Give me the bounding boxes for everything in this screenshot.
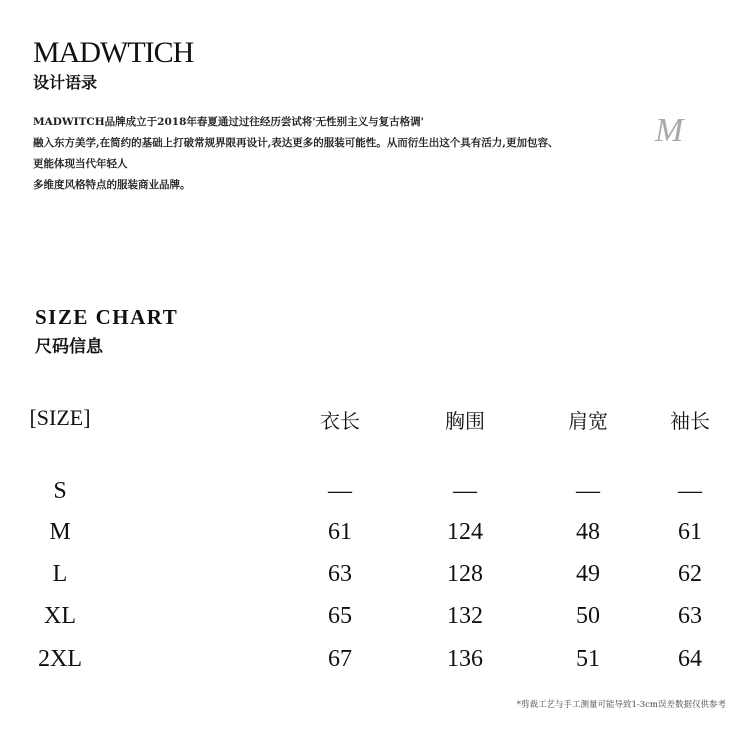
intro-text [33,112,558,196]
size-label: L [52,561,68,587]
size-value: 65 [328,603,352,629]
size-value: — [328,478,352,504]
size-value: 49 [576,561,600,587]
size-chart-subtitle: 尺码信息 [35,337,103,357]
intro-line: 多维度风格特点的服装商业品牌。 [33,179,191,191]
size-value: 51 [576,646,600,672]
size-value: 128 [447,561,483,587]
measurement-note: *剪裁工艺与手工测量可能导致1-3cm误差数据仅供参考 [516,700,726,710]
size-chart-title: SIZE CHART [35,305,179,329]
size-value: 136 [447,646,483,672]
size-value: — [453,478,477,504]
size-value: 124 [447,519,483,545]
size-value: 48 [576,519,600,545]
size-value: 62 [678,561,702,587]
size-value: 67 [328,646,352,672]
intro-line: MADWITCH品牌成立于2018年春夏通过过往经历尝试将'无性别主义与复古格调' [33,116,424,128]
size-value: 132 [447,603,483,629]
size-value: 61 [678,519,702,545]
size-value: — [678,478,702,504]
column-header: [SIZE] [29,405,91,430]
size-value: 64 [678,646,702,672]
size-label: 2XL [38,646,82,672]
size-value: 63 [678,603,702,629]
brand-subtitle: 设计语录 [33,73,98,92]
column-header: 衣长 [320,409,360,433]
size-label: S [53,478,67,504]
size-label: M [49,519,71,545]
intro-line: 更能体现当代年轻人 [33,158,128,170]
size-value: 61 [328,519,352,545]
intro-line: 融入东方美学,在简约的基础上打破常规界限再设计,表达更多的服装可能性。从而衍生出这个具有活力,更加包容、 [33,137,559,149]
brand-logo: MADWTICH [33,36,194,69]
monogram-logo: M [655,112,684,149]
size-label: XL [44,603,76,629]
column-header: 胸围 [445,409,485,433]
column-header: 肩宽 [568,409,608,433]
column-header: 袖长 [670,409,710,433]
size-value: 50 [576,603,600,629]
size-value: — [576,478,600,504]
size-value: 63 [328,561,352,587]
